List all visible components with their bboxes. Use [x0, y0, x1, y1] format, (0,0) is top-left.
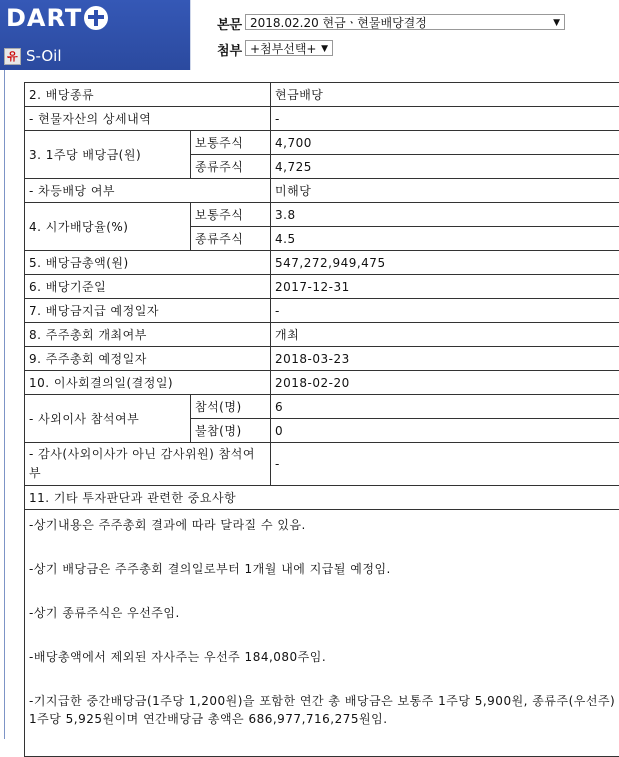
cell-value: 2017-12-31 [271, 275, 619, 299]
table-row [25, 179, 619, 203]
chevron-down-icon: ▼ [321, 41, 328, 57]
cell-value: - [271, 443, 619, 486]
cell-label: 10. 이사회결의일(결정일) [25, 371, 271, 395]
company-bar [0, 45, 62, 67]
dart-logo[interactable] [6, 5, 108, 31]
cell-label: - 차등배당 여부 [25, 179, 271, 203]
table-row [25, 395, 619, 419]
cell-value: 미해당 [271, 179, 619, 203]
table-row [25, 443, 619, 486]
report-select-value: 2018.02.20 현금ㆍ현물배당결정 [250, 16, 427, 30]
report-label: 본문 [217, 14, 242, 33]
cell-label: 8. 주주총회 개최여부 [25, 323, 271, 347]
cell-value: 개최 [271, 323, 619, 347]
note-item: -상기 종류주식은 우선주임. [29, 604, 616, 622]
cell-value: 2018-02-20 [271, 371, 619, 395]
attach-select[interactable] [245, 40, 333, 56]
cell-label: 3. 1주당 배당금(원) [25, 131, 191, 179]
cell-label: 7. 배당금지급 예정일자 [25, 299, 271, 323]
cell-label: 5. 배당금총액(원) [25, 251, 271, 275]
cell-sublabel: 보통주식 [191, 131, 271, 155]
cell-label: - 사외이사 참석여부 [25, 395, 191, 443]
cell-sublabel: 참석(명) [191, 395, 271, 419]
table-row [25, 323, 619, 347]
cell-value: 4.5 [271, 227, 619, 251]
cell-value: 현금배당 [271, 83, 619, 107]
attach-label: 첨부 [217, 40, 242, 59]
cell-value: 4,725 [271, 155, 619, 179]
chevron-down-icon: ▼ [553, 15, 560, 31]
cell-value: 4,700 [271, 131, 619, 155]
cell-sublabel: 보통주식 [191, 203, 271, 227]
cell-sublabel: 불참(명) [191, 419, 271, 443]
table-row [25, 131, 619, 155]
table-row [25, 299, 619, 323]
market-badge: 유 [4, 48, 21, 65]
cell-value: 0 [271, 419, 619, 443]
cell-value: 2018-03-23 [271, 347, 619, 371]
header-right-panel [190, 0, 619, 70]
cell-sublabel: 종류주식 [191, 227, 271, 251]
report-select[interactable] [245, 14, 565, 30]
cell-label: 4. 시가배당율(%) [25, 203, 191, 251]
table-row [25, 275, 619, 299]
table-row [25, 347, 619, 371]
header-bar [0, 0, 619, 70]
note-item: -상기 배당금은 주주총회 결의일로부터 1개월 내에 지급될 예정임. [29, 560, 616, 578]
company-name: S-Oil [26, 47, 62, 65]
cell-label: 6. 배당기준일 [25, 275, 271, 299]
cell-value: 3.8 [271, 203, 619, 227]
cell-label: 9. 주주총회 예정일자 [25, 347, 271, 371]
table-row [25, 251, 619, 275]
table-row [25, 486, 619, 510]
attach-select-value: +첨부선택+ [250, 42, 316, 56]
cell-label: - 현물자산의 상세내역 [25, 107, 271, 131]
globe-icon [84, 6, 108, 30]
cell-label: - 감사(사외이사가 아닌 감사위원) 참석여부 [25, 443, 271, 486]
notes-cell [25, 510, 619, 757]
note-item: -배당총액에서 제외된 자사주는 우선주 184,080주임. [29, 648, 616, 666]
table-row [25, 203, 619, 227]
table-row [25, 510, 619, 757]
note-item: -기지급한 중간배당금(1주당 1,200원)을 포함한 연간 총 배당금은 보통주 1주당 5,900원, 종류주(우선주) 1주당 5,925원이며 연간배당금 총액은 686,977,716,275원임. [29, 692, 616, 728]
cell-value: 547,272,949,475 [271, 251, 619, 275]
note-item: -상기내용은 주주총회 결과에 따라 달라질 수 있음. [29, 516, 616, 534]
cell-label: 11. 기타 투자판단과 관련한 중요사항 [25, 486, 619, 510]
cell-value: - [271, 107, 619, 131]
dividend-decision-table [24, 82, 619, 757]
cell-label: 2. 배당종류 [25, 83, 271, 107]
cell-value: 6 [271, 395, 619, 419]
table-row [25, 83, 619, 107]
header-left-panel [0, 0, 190, 70]
cell-sublabel: 종류주식 [191, 155, 271, 179]
cell-value: - [271, 299, 619, 323]
table-row [25, 107, 619, 131]
table-row [25, 371, 619, 395]
logo-text: DART [6, 4, 82, 32]
